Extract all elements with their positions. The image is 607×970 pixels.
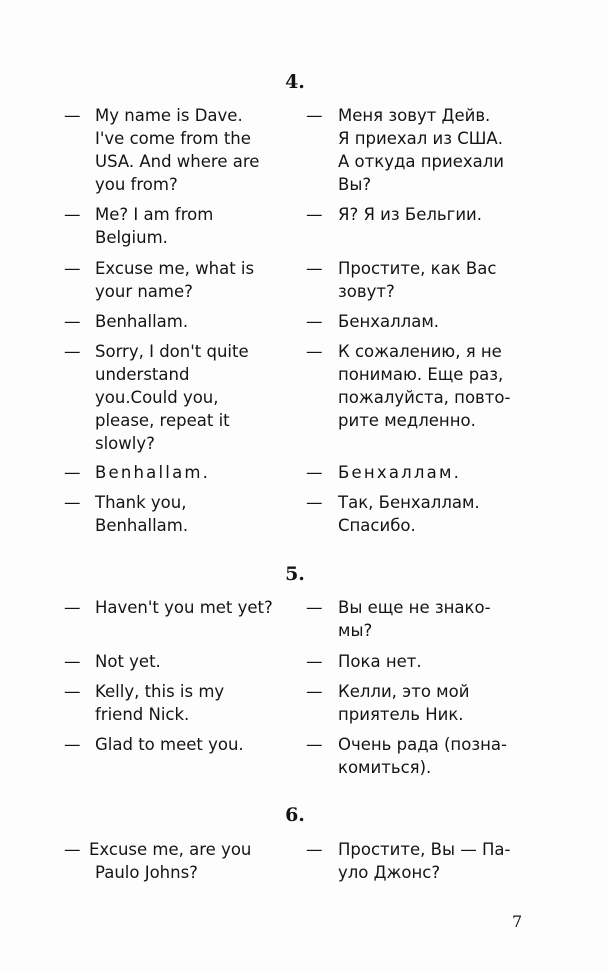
section-title: 5. bbox=[285, 563, 305, 585]
english-line: My name is Dave. bbox=[95, 106, 243, 125]
en-dash: — bbox=[64, 312, 81, 331]
ru-dash: — bbox=[306, 463, 323, 482]
ru-dash: — bbox=[306, 598, 323, 617]
russian-line: А откуда приехали bbox=[338, 152, 505, 171]
english-line: Excuse me, what is bbox=[95, 259, 255, 278]
russian-line: комиться). bbox=[338, 758, 432, 777]
russian-line: Пока нет. bbox=[338, 652, 422, 671]
english-line: understand bbox=[95, 365, 190, 384]
english-line: Me? I am from bbox=[95, 205, 214, 224]
english-line: Excuse me, are you bbox=[89, 840, 252, 859]
russian-line: пожалуйста, повто- bbox=[338, 388, 511, 407]
russian-line: Бенхаллам. bbox=[338, 312, 440, 331]
ru-dash: — bbox=[306, 106, 323, 125]
russian-line: Вы? bbox=[338, 175, 372, 194]
russian-line: Я? Я из Бельгии. bbox=[338, 205, 483, 224]
russian-line: Простите, как Вас bbox=[338, 259, 497, 278]
russian-line: приятель Ник. bbox=[338, 705, 464, 724]
en-dash: — bbox=[64, 493, 81, 512]
en-dash: — bbox=[64, 735, 81, 754]
russian-line: Вы еще не знако- bbox=[338, 598, 491, 617]
russian-line: Очень рада (позна- bbox=[338, 735, 507, 754]
page-number: 7 bbox=[512, 912, 523, 931]
en-dash: — bbox=[64, 840, 81, 859]
english-line: slowly? bbox=[95, 434, 155, 453]
english-line: Sorry, I don't quite bbox=[95, 342, 249, 361]
en-dash: — bbox=[64, 106, 81, 125]
en-dash: — bbox=[64, 342, 81, 361]
section-title: 6. bbox=[285, 804, 305, 826]
russian-line: рите медленно. bbox=[338, 411, 476, 430]
en-dash: — bbox=[64, 682, 81, 701]
english-line: Not yet. bbox=[95, 652, 161, 671]
english-line: Paulo Johns? bbox=[95, 863, 198, 882]
ru-dash: — bbox=[306, 205, 323, 224]
english-line: friend Nick. bbox=[95, 705, 190, 724]
section-title: 4. bbox=[285, 71, 305, 93]
english-line: Benhallam. bbox=[95, 516, 189, 535]
ru-dash: — bbox=[306, 682, 323, 701]
russian-line: Я приехал из США. bbox=[338, 129, 503, 148]
english-line: you.Could you, bbox=[95, 388, 219, 407]
en-dash: — bbox=[64, 259, 81, 278]
russian-line: понимаю. Еще раз, bbox=[338, 365, 504, 384]
russian-line: К сожалению, я не bbox=[338, 342, 502, 361]
english-line: your name? bbox=[95, 282, 193, 301]
en-dash: — bbox=[64, 463, 81, 482]
ru-dash: — bbox=[306, 259, 323, 278]
ru-dash: — bbox=[306, 342, 323, 361]
english-line: I've come from the bbox=[95, 129, 251, 148]
russian-line: Меня зовут Дейв. bbox=[338, 106, 491, 125]
russian-line: Простите, Вы — Па- bbox=[338, 840, 511, 859]
en-dash: — bbox=[64, 598, 81, 617]
english-line: Kelly, this is my bbox=[95, 682, 225, 701]
english-line: you from? bbox=[95, 175, 178, 194]
ru-dash: — bbox=[306, 735, 323, 754]
russian-line: зовут? bbox=[338, 282, 395, 301]
russian-line: мы? bbox=[338, 621, 373, 640]
ru-dash: — bbox=[306, 840, 323, 859]
en-dash: — bbox=[64, 652, 81, 671]
english-line: Benhallam. bbox=[95, 463, 211, 482]
ru-dash: — bbox=[306, 312, 323, 331]
english-line: Benhallam. bbox=[95, 312, 189, 331]
english-line: please, repeat it bbox=[95, 411, 230, 430]
en-dash: — bbox=[64, 205, 81, 224]
russian-line: Бенхаллам. bbox=[338, 463, 462, 482]
russian-line: Так, Бенхаллам. bbox=[338, 493, 480, 512]
russian-line: Келли, это мой bbox=[338, 682, 470, 701]
english-line: Belgium. bbox=[95, 228, 168, 247]
ru-dash: — bbox=[306, 493, 323, 512]
english-line: Thank you, bbox=[95, 493, 187, 512]
english-line: Glad to meet you. bbox=[95, 735, 244, 754]
russian-line: уло Джонс? bbox=[338, 863, 441, 882]
ru-dash: — bbox=[306, 652, 323, 671]
english-line: USA. And where are bbox=[95, 152, 260, 171]
russian-line: Спасибо. bbox=[338, 516, 416, 535]
english-line: Haven't you met yet? bbox=[95, 598, 273, 617]
